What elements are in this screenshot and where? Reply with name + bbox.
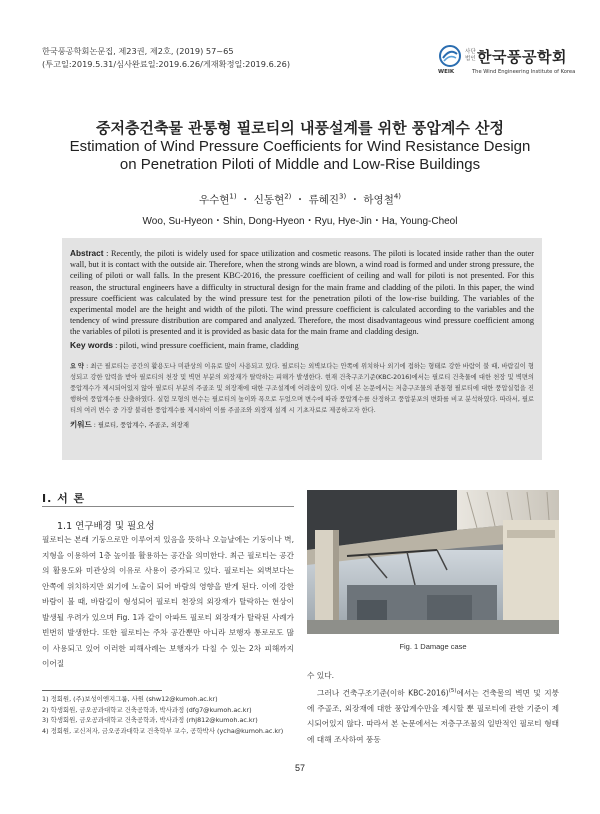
keywords-english: [70, 340, 534, 350]
logo-small-bottom: 법인: [465, 56, 476, 62]
footnotes: [42, 694, 294, 737]
footnote-item: 4) 정회원, 교신저자, 금오공과대학교 건축학부 교수, 공학박사 (ycha@kumoh.ac.kr): [42, 727, 284, 736]
society-logo: [438, 44, 576, 78]
abstract-text: : Recently, the piloti is widely used for space utilization and cosmetic reasons. The piloti is located inside rather than the outer wall, but it is contact with the outside air. Therefore, when the strong winds are blown, a wind road is formed and under strong pressure, the ceiling of piloti or wall falls. In the present KBC-2016, the pressure coefficient of ceiling and wall for piloti is not presented. For this reason, the structural engineers have a difficulty in structural design for the main frame and cladding of the piloti. In this paper, the wind pressure coefficient was calculated by the wind pressure test for the penetration piloti of the low-rise building. The variables of the experimental model are the height and width of the piloti. The wind pressure coefficient is calculated according to the variables and the tendency of wind pressure distribution are compared and analyzed. Therefore, the most disadvantageous wind pressure coefficient among the variables of piloti is presented and it is provided as basic data for the main frame and cladding design.: [70, 249, 535, 337]
author-2: 신동현: [253, 194, 285, 206]
section-heading: I. 서 론: [42, 492, 86, 505]
author-3: 류혜진: [308, 194, 340, 206]
keywords-label: Key words: [70, 339, 113, 350]
author-2-affil: 2): [284, 192, 292, 201]
footnote-divider: [42, 690, 162, 691]
logo-english-name: The Wind Engineering Institute of Korea: [472, 69, 576, 75]
body-right-text-a: 그러나 건축구조기준(이하 KBC-2016): [317, 688, 449, 698]
author-separator: ・: [239, 194, 251, 206]
author-1-affil: 1): [229, 192, 237, 201]
footnote-item: 1) 정회원, (주)보성이엔지그룹, 사원 (shw12@kumoh.ac.kr): [42, 695, 218, 703]
page-number: 57: [294, 763, 305, 773]
citation-5: (5): [448, 687, 457, 694]
journal-header: [42, 45, 290, 71]
journal-citation: 한국풍공학회논문집, 제23권, 제2호, (2019) 57~65: [42, 46, 234, 56]
authors-english: Woo, Su-Hyeon・Shin, Dong-Hyeon・Ryu, Hye-Jin・Ha, Young-Cheol: [142, 216, 458, 227]
weik-logo-icon: [438, 44, 462, 68]
author-3-affil: 3): [339, 192, 347, 201]
author-4: 하영철: [363, 194, 394, 206]
authors-korean: [0, 192, 600, 207]
body-paragraph-left: 필로티는 본래 기둥으로만 이루어져 있음을 뜻하나 오늘날에는 기둥이나 벽, 지형을 이용하여 1층 높이를 활용하는 공간을 의미한다. 최근 필로티는 공간의 활용도와 미관상의 이유로 사용이 증가되고 있다. 필로티는 외벽보다는 안쪽에 위치하지만 외기에 노출이 되어 바람의 영향을 받게 된다. 이에 강한 바람이 불 때, 바람길이 형성되어 필로티 천장의 외장재가 탈락하는 현상이 발생될 우려가 있으며 Fig. 1과 같이 아파트 필로티 외장재가 탈락된 사례가 빈번히 발생한다. 또한 필로티는 주차 공간뿐만 아니라 보행자 통로로도 많이 사용되고 있어 이러한 피해사례는 보행자가 다칠 수 있는 2차 피해까지 이어질: [42, 535, 294, 668]
author-4-affil: 4): [393, 192, 402, 201]
footnote-item: 3) 학생회원, 금오공과대학교 건축공학과, 박사과정 (rhj812@kumoh.ac.kr): [42, 716, 258, 725]
abstract-english: [70, 248, 534, 338]
body-right-continuation: 수 있다.: [307, 671, 334, 680]
submission-dates: (투고일:2019.5.31/심사완료일:2019.6.26/게재확정일:2019.6.26): [42, 59, 291, 69]
abstract-label-korean: 요 약: [70, 362, 85, 370]
figure-1-caption: Fig. 1 Damage case: [399, 642, 467, 651]
logo-society-name: 한국풍공학회: [477, 48, 567, 66]
author-separator: ・: [349, 194, 361, 206]
footnote-item: 2) 학생회원, 금오공과대학교 건축공학과, 박사과정 (dfg7@kumoh.ac.kr): [42, 705, 252, 714]
keywords-text: : piloti, wind pressure coefficient, main frame, cladding: [115, 340, 299, 350]
author-1: 우수현: [198, 194, 230, 206]
body-right-paragraph: [307, 684, 559, 748]
abstract-label: Abstract: [70, 249, 104, 258]
body-paragraph-right: [307, 668, 559, 747]
logo-small-top: 사단: [465, 49, 476, 55]
section-divider: [42, 506, 294, 507]
body-right-text-b: 에서는 건축물의 벽면 및 지붕에 주골조, 외장재에 대한 풍압계수만을 제시할 뿐 필로티에 관한 기준이 제시되어있지 않다. 따라서 본 논문에서는 저층구조물의 일반적인 필로티 형태에 대해 조사하여 풍동: [307, 688, 559, 744]
logo-abbrev: WEIK: [438, 69, 455, 75]
keywords-korean: [70, 419, 534, 430]
abstract-box: [62, 238, 542, 460]
author-separator: ・: [294, 194, 306, 206]
subsection-heading: 1.1 연구배경 및 필요성: [57, 521, 155, 532]
title-english: Estimation of Wind Pressure Coefficients for Wind Resistance Design on Penetration Piloti of Middle and Low-Rise Buildings: [69, 138, 531, 173]
damage-case-photo-icon: [307, 490, 559, 634]
title-korean: 중저층건축물 관통형 필로티의 내풍설계를 위한 풍압계수 산정: [95, 119, 505, 137]
figure-1-photo: [307, 490, 559, 634]
keywords-text-korean: : 필로티, 풍압계수, 주골조, 외장재: [93, 421, 189, 429]
abstract-korean: [70, 361, 534, 417]
abstract-text-korean: : 최근 필로티는 공간의 활용도나 미관상의 이유로 많이 사용되고 있다. 필로티는 외벽보다는 안쪽에 위치하나 외기에 접하는 형태로 강한 바람이 불 때, 바람길이 형성되고 강한 압력을 받아 필로티의 천장 및 벽면 부분의 외장재가 탈락하는 피해가 발생한다. 현재 건축구조기준(KBC-2016)에서는 필로티 건축물에 대한 천장 및 벽면의 풍압계수가 제시되어있지 않아 필로티 부분의 주골조 및 외장재에 대한 구조설계에 어려움이 있다. 이에 본 논문에서는 저층구조물의 관통형 필로티에 대한 풍압실험을 진행하여 풍압계수를 산출하였다. 실험 모형의 변수는 필로티의 높이와 폭으로 두었으며 변수에 따라 풍압계수를 산정하고 풍압분포의 변화를 비교 분석하였다. 따라서, 필로티의 여러 변수 중 가장 불리한 풍압계수를 제시하여 이를 주골조와 외장재 설계 시 기초자료로 제공하고자 한다.: [70, 362, 534, 415]
keywords-label-korean: 키워드: [70, 419, 92, 429]
